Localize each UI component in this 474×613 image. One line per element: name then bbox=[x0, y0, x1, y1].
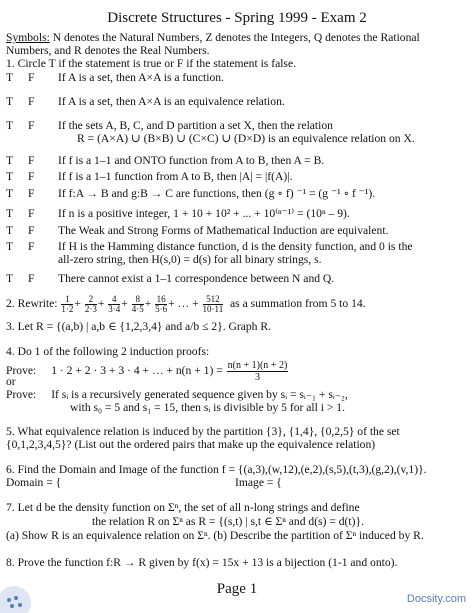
q2-term-1: $\frac{1}{1\cdot 2}$ bbox=[61, 294, 74, 314]
symbols-text-1: N denotes the Natural Numbers, Z denotes the Integers, Q denotes the Rational bbox=[52, 31, 420, 44]
symbols-line-1 bbox=[6, 31, 420, 44]
q4-proof-2-line-1: If sᵢ is a recursively generated sequence given by sᵢ = sᵢ₋₁ + sᵢ₋₂, bbox=[51, 388, 348, 401]
page-number: Page 1 bbox=[216, 581, 258, 597]
q2-term-3: $\frac{4}{3\cdot 4}$ bbox=[108, 294, 121, 314]
true-choice[interactable]: T bbox=[6, 95, 14, 108]
page-title: Discrete Structures - Spring 1999 - Exam 2 bbox=[107, 10, 367, 26]
q4-proof-1 bbox=[6, 360, 289, 383]
question-4: 4. Do 1 of the following 2 induction proofs: bbox=[6, 345, 210, 358]
q2-term-5: $\frac{16}{5\cdot 6}$ bbox=[155, 294, 168, 314]
question-6: 6. Find the Domain and Image of the function f = {(a,3),(w,12),(e,2),(s,5),(t,3),(g,2),(v,1)}. bbox=[6, 463, 427, 476]
false-choice[interactable]: F bbox=[28, 71, 35, 84]
true-choice[interactable]: T bbox=[6, 187, 14, 200]
tf-statement: If f is a 1–1 function from A to B, then |A| = |f(A)|. bbox=[58, 170, 293, 183]
true-choice[interactable]: T bbox=[6, 154, 14, 167]
true-choice[interactable]: T bbox=[6, 119, 14, 132]
question-5-line-1: 5. What equivalence relation is induced by the partition {3}, {1,4}, {0,2,5} of the set bbox=[6, 425, 400, 438]
true-choice[interactable]: T bbox=[6, 170, 14, 183]
q6-image-label: Image = { bbox=[235, 476, 282, 489]
true-choice[interactable]: T bbox=[6, 207, 14, 220]
true-choice[interactable]: T bbox=[6, 224, 14, 237]
prove-label: Prove: bbox=[6, 364, 37, 378]
tf-item-9-line-2: all-zero string, then H(s,0) = d(s) for all binary strings, s. bbox=[58, 253, 322, 266]
q4-proof-2 bbox=[6, 388, 348, 401]
tf-item-3-line-2: R = (A×A) ∪ (B×B) ∪ (C×C) ∪ (D×D) is an equivalence relation on X. bbox=[77, 132, 415, 145]
false-choice[interactable]: F bbox=[28, 240, 35, 253]
false-choice[interactable]: F bbox=[28, 119, 35, 132]
question-2: 2. Rewrite: $\frac{1}{1\cdot 2}$ + $\frac{2}{2\cdot 3}$ + $\frac{4}{3\cdot 4}$ + $\frac{8}{4\cdot 5}$ + $\frac{16}{5\cdot 6}$ + … + $\frac{512}{10\cdot 11}$ as a summation from 5 to 14. bbox=[6, 294, 366, 314]
tf-statement: If n is a positive integer, 1 + 10 + 10² + ... + 10⁽ⁿ⁻¹⁾ = (10ⁿ – 9). bbox=[58, 207, 350, 220]
question-7-line-1: 7. Let d be the density function on Σⁿ, the set of all n-long strings and define bbox=[6, 501, 360, 514]
q2-suffix: as a summation from 5 to 14. bbox=[230, 297, 366, 311]
question-3: 3. Let R = {(a,b) | a,b ∈ {1,2,3,4} and a/b ≤ 2}. Graph R. bbox=[6, 320, 272, 333]
tf-statement: If A is a set, then A×A is an equivalence relation. bbox=[58, 95, 285, 108]
docsity-watermark[interactable]: Docsity.com bbox=[406, 593, 466, 605]
question-5-line-2: {0,1,2,3,4,5}? (List out the ordered pairs that make up the equivalence relation) bbox=[6, 438, 376, 451]
tf-statement: The Weak and Strong Forms of Mathematical Induction are equivalent. bbox=[58, 224, 389, 237]
false-choice[interactable]: F bbox=[28, 170, 35, 183]
question-7-line-2: the relation R on Σⁿ as R = {(s,t) | s,t ∈ Σⁿ and d(s) = d(t)}. bbox=[92, 515, 364, 528]
question-8: 8. Prove the function f:R → R given by f(x) = 15x + 13 is a bijection (1-1 and onto). bbox=[6, 556, 398, 569]
q4-proof-2-line-2: with s₀ = 5 and s₁ = 15, then sᵢ is divisible by 5 for all i > 1. bbox=[70, 401, 345, 414]
prove-label: Prove: bbox=[6, 388, 37, 401]
tf-statement: If H is the Hamming distance function, d is the density function, and 0 is the bbox=[58, 240, 413, 253]
false-choice[interactable]: F bbox=[28, 207, 35, 220]
question-7-line-3: (a) Show R is an equivalence relation on Σⁿ. (b) Describe the partition of Σⁿ induced by R. bbox=[6, 529, 424, 542]
true-choice[interactable]: T bbox=[6, 272, 14, 285]
q6-domain-label: Domain = { bbox=[6, 476, 62, 489]
tf-statement: If A is a set, then A×A is a function. bbox=[58, 71, 224, 84]
q4-or: or bbox=[6, 375, 16, 388]
symbols-text-2: Numbers, and R denotes the Real Numbers. bbox=[6, 44, 210, 57]
symbols-label: Symbols: bbox=[6, 31, 50, 44]
false-choice[interactable]: F bbox=[28, 272, 35, 285]
tf-statement: If f:A → B and g:B → C are functions, then (g ∘ f) ⁻¹ = (g ⁻¹ ∘ f ⁻¹). bbox=[58, 187, 376, 200]
q4-proof-1-text: 1 · 2 + 2 · 3 + 3 · 4 + … + n(n + 1) = bbox=[51, 364, 223, 378]
tf-statement: If f is a 1–1 and ONTO function from A to B, then A = B. bbox=[58, 154, 325, 167]
q2-term-4: $\frac{8}{4\cdot 5}$ bbox=[131, 294, 144, 314]
q2-prefix: 2. Rewrite: bbox=[6, 297, 58, 311]
false-choice[interactable]: F bbox=[28, 224, 35, 237]
tf-statement: If the sets A, B, C, and D partition a set X, then the relation bbox=[58, 119, 333, 132]
q2-term-2: $\frac{2}{2\cdot 3}$ bbox=[84, 294, 97, 314]
false-choice[interactable]: F bbox=[28, 187, 35, 200]
q4-fraction: $\frac{n(n + 1)(n + 2)}{3}$ bbox=[227, 360, 288, 383]
true-choice[interactable]: T bbox=[6, 71, 14, 84]
true-choice[interactable]: T bbox=[6, 240, 14, 253]
false-choice[interactable]: F bbox=[28, 95, 35, 108]
tf-statement: There cannot exist a 1–1 correspondence between N and Q. bbox=[58, 272, 335, 285]
question-1: 1. Circle T if the statement is true or F if the statement is false. bbox=[6, 57, 296, 70]
q2-term-last: $\frac{512}{10\cdot 11}$ bbox=[202, 294, 224, 314]
false-choice[interactable]: F bbox=[28, 154, 35, 167]
